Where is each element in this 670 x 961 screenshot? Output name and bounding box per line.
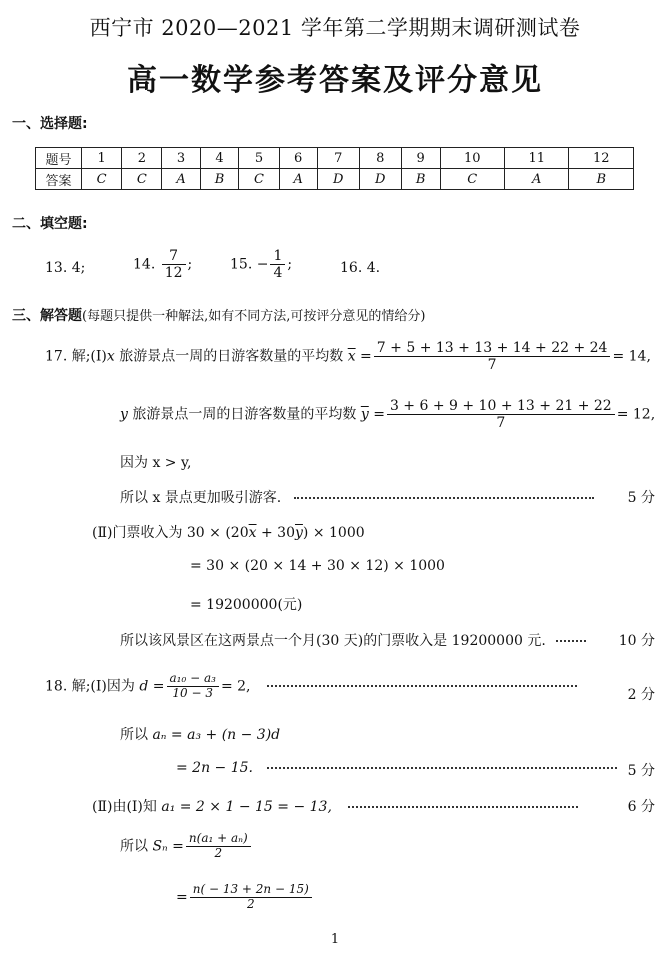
question-number-cell: 6 [279,148,317,169]
question-number-cell: 8 [359,148,401,169]
question-number-cell: 10 [440,148,504,169]
dot-leader [267,767,617,769]
mean-y-bar: $\overline{y}$ [360,406,369,423]
answer-cell: A [162,169,200,190]
denominator: 7 [496,415,506,432]
denominator: 2 [246,896,255,911]
section-heading-fill-in: 二、填空题: [12,216,88,232]
variable-x: x [106,348,115,365]
section-heading-solutions [12,305,425,325]
answer-cell: C [440,169,504,190]
question-number-cell: 1 [82,148,122,169]
solution-text: (Ⅱ)门票收入为 30 × (20 [92,525,249,541]
denominator: 4 [273,265,283,282]
q18-line-5 [120,832,253,861]
numerator: 1 [270,248,285,265]
question-number-cell: 11 [505,148,569,169]
solution-text: + 30 [256,525,295,541]
score: 5 分 [627,763,655,779]
dot-leader [294,497,594,499]
answer-cell: D [317,169,359,190]
fill-in-answer-14 [133,248,192,281]
score: 2 分 [627,687,655,703]
fill-in-answer-15 [230,248,292,281]
answer-cell: B [200,169,239,190]
mean-y-bar: $\overline{y}$ [294,525,303,541]
formula: aₙ = a₃ + (n − 3)d [152,727,281,743]
numerator: 3 + 6 + 9 + 10 + 13 + 21 + 22 [387,398,615,415]
q17-line-4 [120,487,655,507]
question-label: 14. [133,256,156,273]
table-header-cell: 题号 [36,148,82,169]
answer-cell: D [359,169,401,190]
question-number-cell: 3 [162,148,200,169]
solution-lead: 17. 解;(Ⅰ) [45,348,107,365]
fraction [374,340,611,373]
equals-sign: = [355,348,372,365]
fraction [167,672,219,701]
numerator: 7 [162,248,186,265]
q17-line-5 [92,522,365,542]
q18-line-3 [176,760,655,779]
score: 10 分 [618,633,655,649]
numerator: n( − 13 + 2n − 15) [190,883,312,898]
sum-symbol: Sₙ [152,838,168,855]
formula: a₁ = 2 × 1 − 15 = − 13, [161,799,332,815]
q17-line-1 [45,340,651,373]
result: = 2, [220,678,251,695]
q18-line-6 [176,883,314,912]
choice-answer-table [35,147,634,190]
question-label: 15. [230,256,253,273]
question-number-cell: 9 [401,148,440,169]
mean-x-bar: $\overline{x}$ [248,525,257,541]
denominator: 7 [487,357,497,374]
page-number: 1 [330,932,340,947]
result: = 14, [612,348,651,365]
fill-in-answer-13: 13. 4; [45,260,86,276]
separator: ; [287,256,293,273]
equals-sign: = [368,406,385,423]
answer-cell: C [122,169,162,190]
q17-line-2 [120,398,655,431]
equals-sign: = [176,889,188,906]
solution-text: 所以 [120,838,153,855]
q17-line-8 [120,630,655,650]
equals-sign: = [167,838,184,855]
denominator: 2 [214,845,223,860]
q18-line-1 [45,672,655,701]
dot-leader [267,685,577,687]
solution-text: (Ⅱ)由(Ⅰ)知 [92,799,162,815]
answer-cell: C [239,169,279,190]
table-header-cell: 答案 [36,169,82,190]
document-title: 高一数学参考答案及评分意见 [127,63,543,98]
question-number-cell: 7 [317,148,359,169]
fraction [186,832,251,861]
fraction [190,883,312,912]
numerator: a₁₀ − a₃ [167,672,219,687]
q17-line-7: = 19200000(元) [190,597,303,613]
q18-line-4 [92,796,655,816]
answer-cell: B [569,169,634,190]
variable-y: y [120,406,128,423]
fraction [270,248,285,281]
answer-cell: C [82,169,122,190]
solution-lead: 18. 解;(Ⅰ)因为 [45,678,140,695]
question-number-cell: 12 [569,148,634,169]
q17-line-3: 因为 x > y, [120,455,192,471]
table-row-numbers [36,148,634,169]
denominator: 10 − 3 [172,685,214,700]
mean-x-bar: $\overline{x}$ [347,348,356,365]
score: 6 分 [627,799,655,815]
dot-leader [556,640,586,642]
separator: ; [187,256,193,273]
solution-text: ) × 1000 [302,525,365,541]
question-number-cell: 5 [239,148,279,169]
variable-d: d [139,678,149,695]
table-row-answers [36,169,634,190]
denominator: 12 [164,265,183,282]
section-label: 三、解答题 [12,308,82,324]
answer-cell: B [401,169,440,190]
formula: = 2n − 15. [176,760,253,776]
solution-text: 所以 x 景点更加吸引游客. [120,490,282,506]
fill-in-answer-16: 16. 4. [340,260,381,276]
question-number-cell: 4 [200,148,239,169]
answer-cell: A [279,169,317,190]
q17-line-6: = 30 × (20 × 14 + 30 × 12) × 1000 [190,558,445,574]
numerator: 7 + 5 + 13 + 13 + 14 + 22 + 24 [374,340,611,357]
exam-title: 西宁市 2020—2021 学年第二学期期末调研测试卷 [89,16,581,40]
result: = 12, [616,406,656,423]
answer-cell: A [505,169,569,190]
score: 5 分 [627,490,655,506]
dot-leader [348,806,578,808]
section-note: (每题只提供一种解法,如有不同方法,可按评分意见的情给分) [82,309,426,324]
fraction [387,398,615,431]
solution-text: 旅游景点一周的日游客数量的平均数 [127,406,361,423]
q18-line-2 [120,724,280,744]
equals-sign: = [148,678,165,695]
minus-sign: − [256,256,269,273]
numerator: n(a₁ + aₙ) [186,832,251,847]
section-heading-choice: 一、选择题: [12,116,88,132]
solution-text: 旅游景点一周的日游客数量的平均数 [114,348,348,365]
question-number-cell: 2 [122,148,162,169]
solution-text: 所以该风景区在这两景点一个月(30 天)的门票收入是 19200000 元. [120,633,546,649]
solution-text: 所以 [120,727,153,743]
fraction [162,248,186,281]
